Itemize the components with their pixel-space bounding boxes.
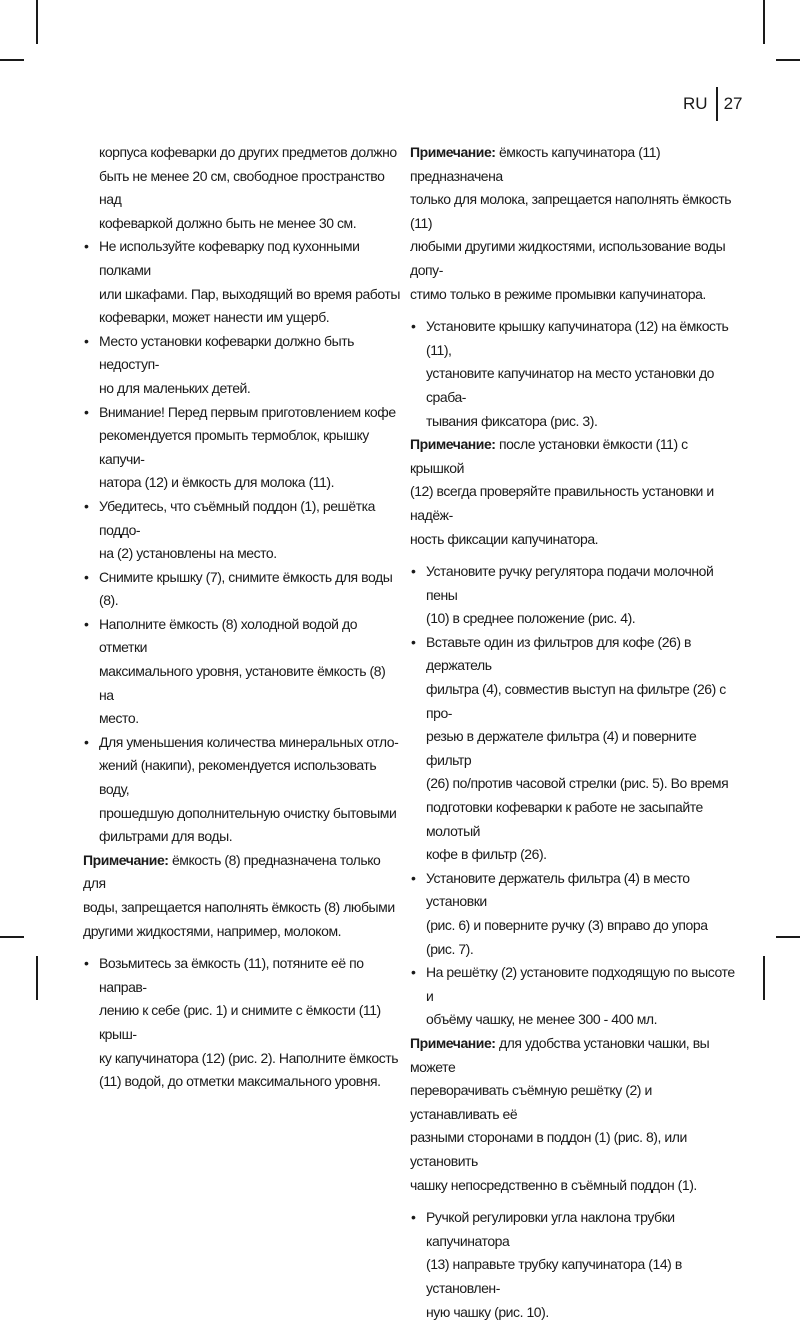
- text-line: Вставьте один из фильтров для кофе (26) в держатель: [426, 631, 738, 678]
- text-line: [410, 433, 738, 480]
- text-line: переворачивать съёмную решётку (2) и устанавливать её: [410, 1079, 738, 1126]
- text-line: (11) водой, до отметки максимального уровня.: [99, 1070, 403, 1094]
- spacer: [410, 306, 738, 315]
- note-text: после установки ёмкости (11) с крышкой: [410, 436, 688, 476]
- text-line: быть не менее 20 см, свободное пространство над: [99, 165, 403, 212]
- spacer: [83, 943, 403, 952]
- bullet-icon: •: [84, 566, 88, 590]
- bullet-item: [410, 961, 738, 1032]
- text-line: Ручкой регулировки угла наклона трубки капучинатора: [426, 1206, 738, 1253]
- text-line: корпуса кофеварки до других предметов должно: [99, 141, 403, 165]
- text-line: ную чашку (рис. 10).: [426, 1301, 738, 1324]
- text-line: ность фиксации капучинатора.: [410, 528, 738, 552]
- continued-bullet-text: [83, 141, 403, 235]
- note-paragraph: [410, 433, 738, 551]
- text-line: объёму чашку, не менее 300 - 400 мл.: [426, 1008, 738, 1032]
- crop-mark: [36, 0, 38, 44]
- bullet-icon: •: [411, 560, 415, 584]
- text-line: фильтра (4), совместив выступ на фильтре (26) с про-: [426, 678, 738, 725]
- crop-mark: [0, 936, 24, 938]
- note-label: Примечание:: [410, 436, 496, 452]
- bullet-item: [83, 731, 403, 849]
- text-line: лению к себе (рис. 1) и снимите с ёмкости (11) крыш-: [99, 999, 403, 1046]
- bullet-item: [83, 330, 403, 401]
- note-paragraph: [410, 141, 738, 306]
- crop-mark: [763, 0, 765, 44]
- text-line: только для молока, запрещается наполнять ёмкость (11): [410, 188, 738, 235]
- text-line: Установите держатель фильтра (4) в место установки: [426, 867, 738, 914]
- note-paragraph: [83, 849, 403, 943]
- language-code: RU: [683, 94, 708, 114]
- bullet-icon: •: [84, 952, 88, 976]
- bullet-icon: •: [84, 495, 88, 519]
- text-line: Установите ручку регулятора подачи молочной пены: [426, 560, 738, 607]
- text-line: максимального уровня, установите ёмкость (8) на: [99, 660, 403, 707]
- crop-mark: [776, 936, 800, 938]
- bullet-item: [83, 401, 403, 495]
- text-line: жений (накипи), рекомендуется использовать воду,: [99, 754, 403, 801]
- text-line: разными сторонами в поддон (1) (рис. 8), или установить: [410, 1126, 738, 1173]
- text-line: любыми другими жидкостями, использование воды допу-: [410, 235, 738, 282]
- note-label: Примечание:: [83, 852, 169, 868]
- header-divider: [716, 87, 718, 121]
- bullet-icon: •: [411, 1206, 415, 1230]
- bullet-item: [83, 566, 403, 613]
- text-line: (13) направьте трубку капучинатора (14) в установлен-: [426, 1253, 738, 1300]
- text-line: тывания фиксатора (рис. 3).: [426, 410, 738, 434]
- text-line: (12) всегда проверяйте правильность установки и надёж-: [410, 480, 738, 527]
- right-column: [410, 141, 738, 1324]
- bullet-icon: •: [411, 315, 415, 339]
- text-line: [83, 849, 403, 896]
- text-line: резью в держателе фильтра (4) и поверните фильтр: [426, 725, 738, 772]
- text-line: другими жидкостями, например, молоком.: [83, 920, 403, 944]
- text-line: воды, запрещается наполнять ёмкость (8) любыми: [83, 896, 403, 920]
- crop-mark: [0, 59, 24, 61]
- text-line: рекомендуется промыть термоблок, крышку капучи-: [99, 424, 403, 471]
- text-line: кофе в фильтр (26).: [426, 843, 738, 867]
- note-label: Примечание:: [410, 1035, 496, 1051]
- text-line: на (2) установлены на место.: [99, 542, 403, 566]
- bullet-icon: •: [411, 867, 415, 891]
- text-line: ку капучинатора (12) (рис. 2). Наполните ёмкость: [99, 1047, 403, 1071]
- spacer: [410, 1197, 738, 1206]
- bullet-item: [83, 495, 403, 566]
- text-line: подготовки кофеварки к работе не засыпайте молотый: [426, 796, 738, 843]
- crop-mark: [776, 59, 800, 61]
- bullet-icon: •: [411, 631, 415, 655]
- bullet-item: [410, 560, 738, 631]
- text-line: Установите крышку капучинатора (12) на ёмкость (11),: [426, 315, 738, 362]
- text-line: кофеварки, может нанести им ущерб.: [99, 306, 403, 330]
- text-line: Не используйте кофеварку под кухонными полками: [99, 235, 403, 282]
- bullet-item: [410, 1206, 738, 1324]
- page-number: 27: [724, 94, 743, 114]
- bullet-icon: •: [84, 235, 88, 259]
- text-line: Для уменьшения количества минеральных отло-: [99, 731, 403, 755]
- crop-mark: [763, 956, 765, 1000]
- text-line: кофеваркой должно быть не менее 30 см.: [99, 212, 403, 236]
- text-line: Убедитесь, что съёмный поддон (1), решётка поддо-: [99, 495, 403, 542]
- text-line: Снимите крышку (7), снимите ёмкость для воды (8).: [99, 566, 403, 613]
- text-line: чашку непосредственно в съёмный поддон (1).: [410, 1174, 738, 1198]
- left-column: [83, 141, 403, 1094]
- bullet-item: [83, 235, 403, 329]
- text-line: Внимание! Перед первым приготовлением кофе: [99, 401, 403, 425]
- note-text: ёмкость капучинатора (11) предназначена: [410, 144, 660, 184]
- text-line: Место установки кофеварки должно быть недоступ-: [99, 330, 403, 377]
- spacer: [410, 551, 738, 560]
- bullet-icon: •: [411, 961, 415, 985]
- text-line: (рис. 6) и поверните ручку (3) вправо до упора (рис. 7).: [426, 914, 738, 961]
- bullet-item: [83, 952, 403, 1094]
- bullet-icon: •: [84, 613, 88, 637]
- bullet-item: [410, 315, 738, 433]
- text-line: [410, 141, 738, 188]
- note-paragraph: [410, 1032, 738, 1197]
- text-line: фильтрами для воды.: [99, 825, 403, 849]
- text-line: прошедшую дополнительную очистку бытовыми: [99, 802, 403, 826]
- page-header: [683, 88, 742, 120]
- bullet-icon: •: [84, 330, 88, 354]
- text-line: установите капучинатор на место установки до сраба-: [426, 362, 738, 409]
- text-line: На решётку (2) установите подходящую по высоте и: [426, 961, 738, 1008]
- bullet-icon: •: [84, 731, 88, 755]
- bullet-item: [410, 867, 738, 961]
- text-line: (10) в среднее положение (рис. 4).: [426, 607, 738, 631]
- text-line: или шкафами. Пар, выходящий во время работы: [99, 283, 403, 307]
- crop-mark: [36, 956, 38, 1000]
- text-line: место.: [99, 707, 403, 731]
- text-line: натора (12) и ёмкость для молока (11).: [99, 471, 403, 495]
- text-line: Возьмитесь за ёмкость (11), потяните её по направ-: [99, 952, 403, 999]
- bullet-icon: •: [84, 401, 88, 425]
- note-label: Примечание:: [410, 144, 496, 160]
- bullet-item: [83, 613, 403, 731]
- note-text: ёмкость (8) предназначена только для: [83, 852, 380, 892]
- bullet-item: [410, 631, 738, 867]
- text-line: но для маленьких детей.: [99, 377, 403, 401]
- text-line: Наполните ёмкость (8) холодной водой до отметки: [99, 613, 403, 660]
- text-line: [410, 1032, 738, 1079]
- note-text: для удобства установки чашки, вы можете: [410, 1035, 709, 1075]
- text-line: стимо только в режиме промывки капучинатора.: [410, 283, 738, 307]
- text-line: (26) по/против часовой стрелки (рис. 5). Во время: [426, 772, 738, 796]
